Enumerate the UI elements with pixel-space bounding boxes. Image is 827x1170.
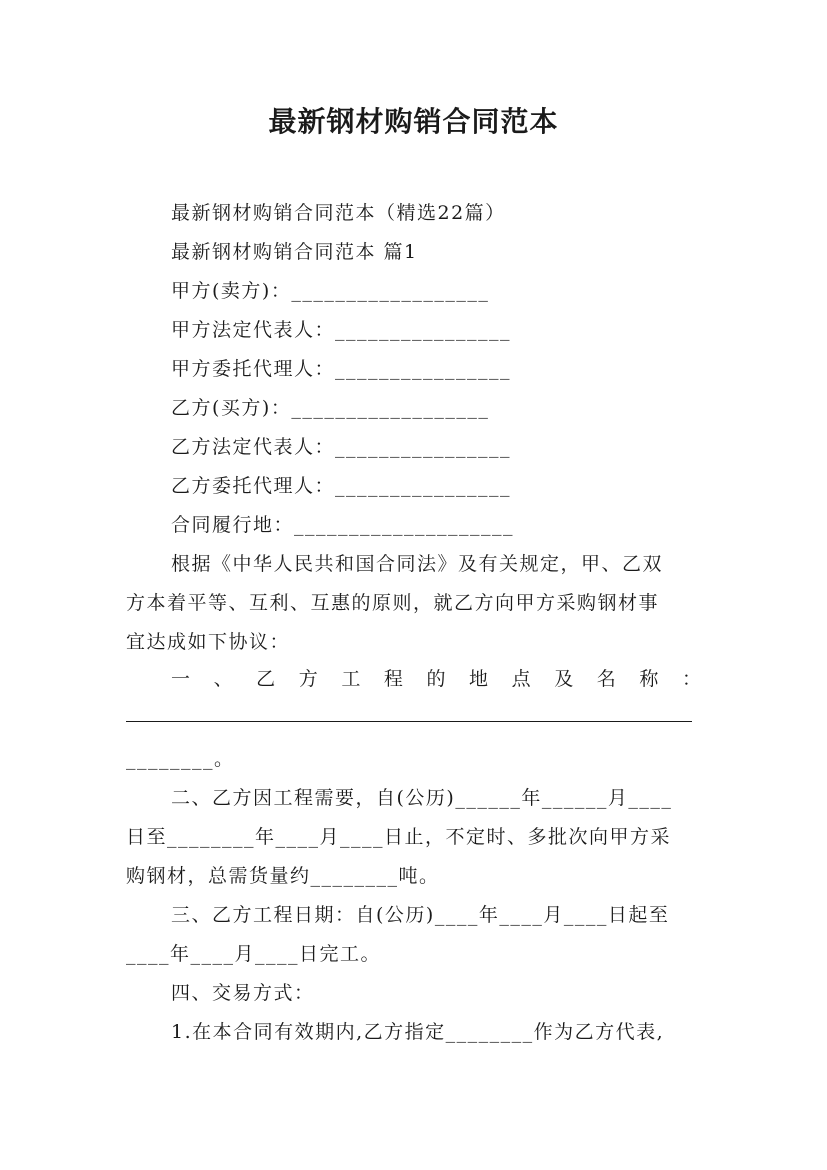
clause-1-char: 地 xyxy=(469,668,489,690)
clause-1-char: 、 xyxy=(213,668,233,690)
clause-2-line-3: 购钢材，总需货量约________吨。 xyxy=(126,865,440,887)
contract-place-line: 合同履行地：____________________ xyxy=(171,514,515,536)
preamble-line-1: 根据《中华人民共和国合同法》及有关规定，甲、乙双 xyxy=(171,553,664,575)
subtitle-line: 最新钢材购销合同范本（精选22篇） xyxy=(171,202,506,224)
clause-1-char: 点 xyxy=(511,668,531,690)
clause-1-heading xyxy=(171,664,701,691)
clause-1-fill-line xyxy=(126,721,692,722)
section-heading: 最新钢材购销合同范本 篇1 xyxy=(171,241,418,263)
clause-1-char: ： xyxy=(681,668,701,690)
clause-3-line-1: 三、乙方工程日期：自(公历)____年____月____日起至 xyxy=(171,904,670,926)
preamble-line-2: 方本着平等、互利、互惠的原则，就乙方向甲方采购钢材事 xyxy=(126,592,660,614)
clause-3-line-2: ____年____月____日完工。 xyxy=(126,943,382,965)
clause-1-char: 方 xyxy=(298,668,318,690)
clause-4-item-1: 1.在本合同有效期内,乙方指定________作为乙方代表, xyxy=(171,1021,665,1043)
preamble-line-3: 宜达成如下协议： xyxy=(126,631,291,653)
clause-1-char: 的 xyxy=(426,668,446,690)
clause-1-char: 程 xyxy=(383,668,403,690)
page-title: 最新钢材购销合同范本 xyxy=(268,105,559,138)
clause-4-heading: 四、交易方式： xyxy=(171,982,315,1004)
clause-2-line-2: 日至________年____月____日止，不定时、多批次向甲方采 xyxy=(126,826,672,848)
party-b-legal-rep-line: 乙方法定代表人：________________ xyxy=(171,436,512,458)
clause-1-char: 工 xyxy=(341,668,361,690)
clause-1-end: ________。 xyxy=(126,748,235,770)
party-b-buyer-line: 乙方(买方)：__________________ xyxy=(171,397,490,419)
party-a-seller-line: 甲方(卖方)：__________________ xyxy=(171,280,490,302)
clause-1-char: 名 xyxy=(596,668,616,690)
party-b-agent-line: 乙方委托代理人：________________ xyxy=(171,475,512,497)
clause-1-char: 乙 xyxy=(256,668,276,690)
clause-1-char: 称 xyxy=(639,668,659,690)
party-a-agent-line: 甲方委托代理人：________________ xyxy=(171,358,512,380)
clause-1-char: 及 xyxy=(554,668,574,690)
clause-1-char: 一 xyxy=(171,668,191,690)
party-a-legal-rep-line: 甲方法定代表人：________________ xyxy=(171,319,512,341)
clause-2-line-1: 二、乙方因工程需要，自(公历)______年______月____ xyxy=(171,787,673,809)
